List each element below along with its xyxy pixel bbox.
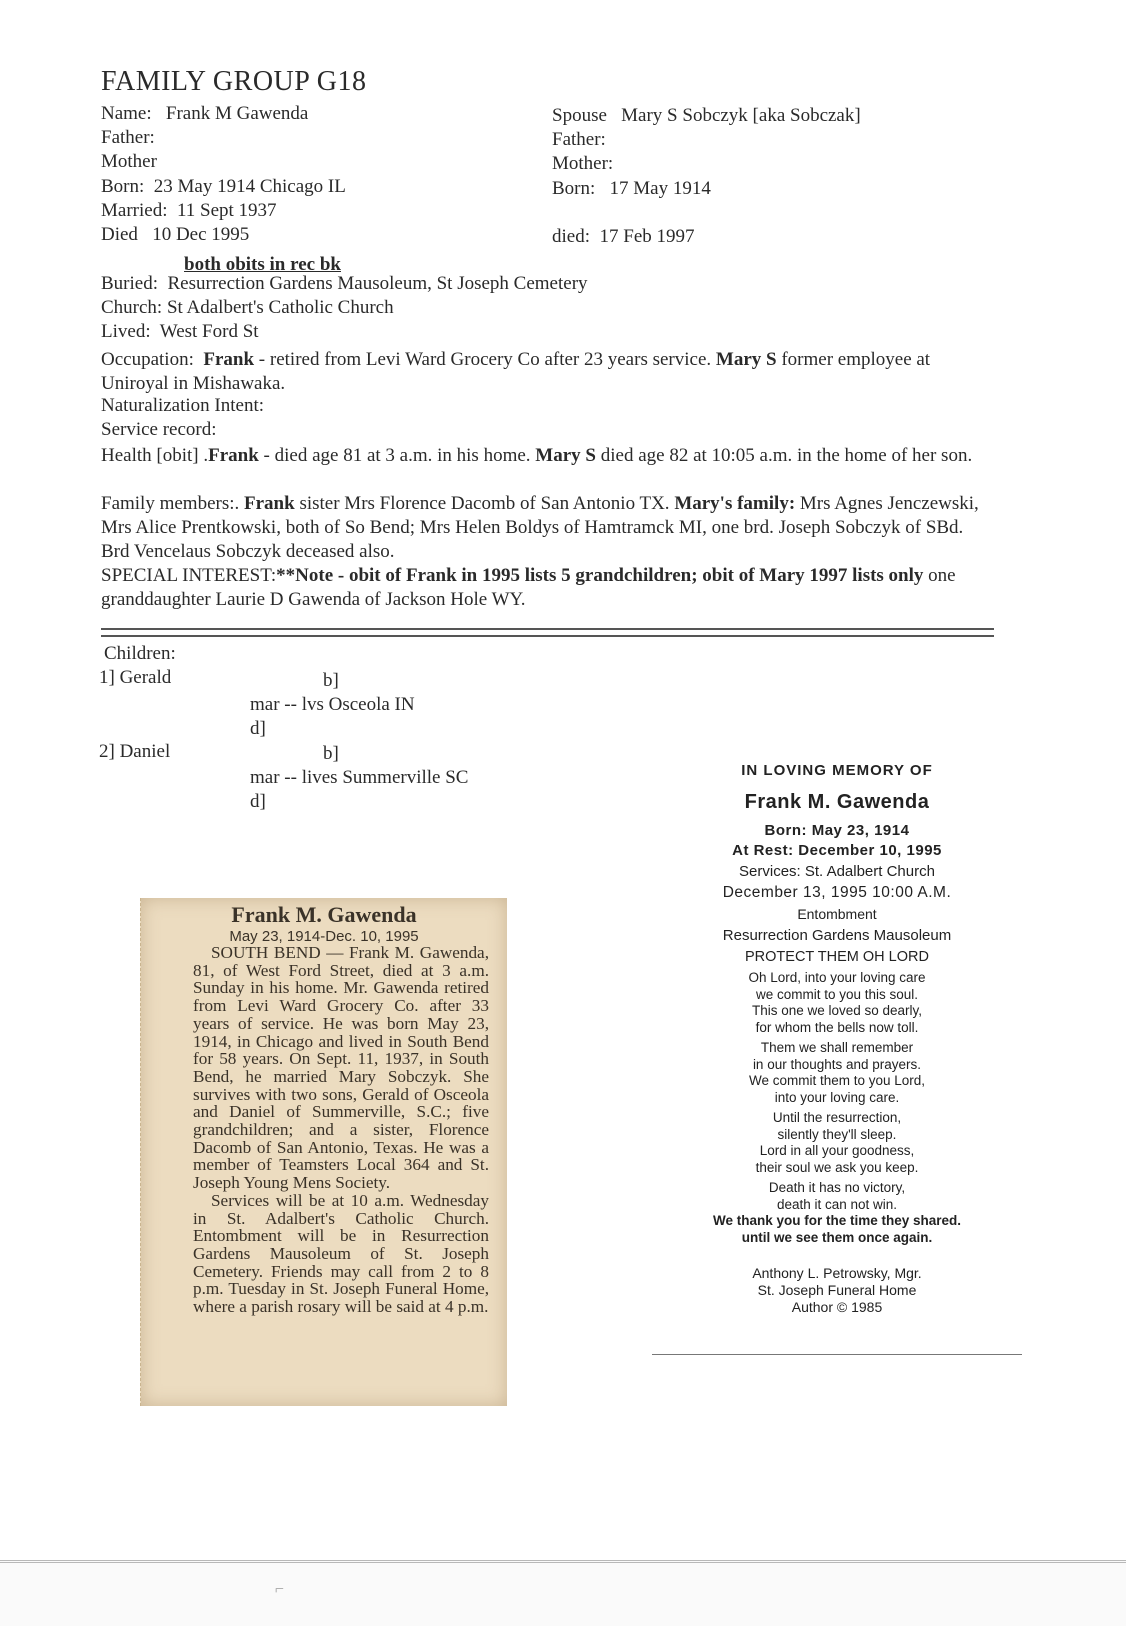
husband-name-row [101,103,308,125]
spouse-mother-label: Mother: [552,153,614,174]
health-label: Health [obit] . [101,445,209,466]
family-frank: Frank [244,493,295,514]
spouse-died-label: died: [552,226,590,247]
spouse-died: 17 Feb 1997 [599,226,695,247]
card-entombment: Entombment [797,906,877,922]
husband-born-label: Born: [101,176,145,197]
card-poem-line: in our thoughts and prayers. [752,1056,922,1072]
special-interest-paragraph [101,564,991,612]
memorial-card [652,750,1022,1350]
child-2-born: b] [323,743,339,764]
spouse-father-label: Father: [552,129,606,150]
card-poem-line: This one we loved so dearly, [751,1003,923,1018]
children-label: Children: [104,643,176,664]
husband-married-label: Married: [101,200,168,221]
card-poem-line: Death it has no victory, [768,1180,906,1195]
church-label: Church: [101,297,163,318]
child-1-name: 1] Gerald [99,667,172,688]
family-paragraph [101,492,991,564]
card-poem-title: PROTECT THEM OH LORD [745,949,929,965]
child-1-married: mar -- lvs Osceola IN [250,694,415,715]
occupation-mary: Mary S [715,349,777,370]
spouse-name-label: Spouse [552,105,607,126]
card-heading: IN LOVING MEMORY OF [741,762,933,779]
husband-born: 23 May 1914 Chicago IL [153,176,346,197]
spouse-died-row [552,226,695,248]
card-services: Services: St. Adalbert Church [739,863,935,880]
page-title: FAMILY GROUP G18 [101,66,367,97]
clipping-name: Frank M. Gawenda [231,902,417,927]
child-2-married: mar -- lives Summerville SC [250,767,469,788]
health-mary-text: died age 82 at 10:05 a.m. in the home of her son. [595,445,973,466]
husband-born-row [101,176,346,198]
card-poem-line: we commit to you this soul. [755,986,919,1002]
occupation-frank-text: - retired from Levi Ward Grocery Co after 23 years service. [254,349,716,370]
child-1-born: b] [323,670,339,691]
card-rest: At Rest: December 10, 1995 [732,842,942,859]
card-poem-line: Until the resurrection, [772,1110,902,1125]
card-poem-line: Oh Lord, into your loving care [748,970,926,985]
health-frank: Frank [208,445,259,466]
spouse-name-row [552,105,861,127]
husband-died-label: Died [101,224,138,245]
clipping-paragraph-1: SOUTH BEND — Frank M. Gawenda, 81, of West Ford Street, died at 3 a.m. Sunday in his home. Mr. Gawenda retired from Levi Ward Grocery Co. after 33 years of service. He was born May 23, 1914, in Chicago and lived in South Bend for 58 years. On Sept. 11, 1937, in South Bend, he married Mary Sobczyk. She survives with two sons, Gerald of Osceola and Daniel of Summerville, S.C.; five grandchildren; and a sister, Florence Dacomb of San Antonio, Texas. He was a member of Teamsters Local 364 and St. Joseph Young Mens Society. [193,943,489,1193]
spouse-born: 17 May 1914 [609,178,711,199]
card-poem-line: We thank you for the time they shared. [712,1213,962,1228]
card-signature-home: St. Joseph Funeral Home [757,1282,917,1298]
family-label: Family members:. [101,493,245,514]
special-text: one granddaughter Laurie D Gawenda of Jackson Hole WY. [101,565,956,610]
card-poem-line: We commit them to you Lord, [748,1073,926,1088]
clipping-body [193,944,489,1316]
occupation-frank: Frank [203,349,255,370]
card-poem-line: into your loving care. [774,1089,900,1105]
buried-value: Resurrection Gardens Mausoleum, St Joseph Cemetery [167,273,588,294]
card-service-date: December 13, 1995 10:00 A.M. [722,884,952,901]
clipping-paragraph-2: Services will be at 10 a.m. Wednesday in St. Adalbert's Catholic Church. Entombment will be in Resurrection Gardens Mausoleum of St. Joseph Cemetery. Friends may call from 2 to 8 p.m. Tuesday in St. Joseph Funeral Home, where a parish rosary will be said at 4 p.m. [193,1190,489,1317]
husband-married: 11 Sept 1937 [176,200,277,221]
card-poem-line: Them we shall remember [760,1040,914,1055]
buried-label: Buried: [101,273,158,294]
card-poem-line: until we see them once again. [741,1229,933,1245]
card-signature-author: Author © 1985 [791,1299,883,1315]
lived-row [101,321,259,343]
page-bottom-edge [0,1560,1126,1626]
card-poem-line: silently they'll sleep. [777,1126,897,1142]
husband-mother-label: Mother [101,151,157,172]
family-frank-text: sister Mrs Florence Dacomb of San Antonio TX. [294,493,675,514]
card-mausoleum: Resurrection Gardens Mausoleum [722,927,952,944]
buried-row [101,273,588,295]
service-record-label: Service record: [101,419,217,440]
card-born: Born: May 23, 1914 [764,822,910,839]
occupation-paragraph [101,348,991,396]
obits-note: both obits in rec bk [184,254,341,275]
occupation-label: Occupation: [101,349,194,370]
scan-mark: ⌐ [275,1581,285,1598]
card-poem-line: Lord in all your goodness, [759,1143,915,1158]
card-poem-line: their soul we ask you keep. [755,1159,919,1175]
husband-died-row [101,224,249,246]
child-2-died: d] [250,791,266,812]
health-frank-text: - died age 81 at 3 a.m. in his home. [258,445,536,466]
card-signature-manager: Anthony L. Petrowsky, Mgr. [752,1265,922,1281]
lived-value: West Ford St [159,321,259,342]
husband-name: Frank M Gawenda [165,103,309,124]
double-rule-divider [101,628,994,637]
husband-name-label: Name: [101,103,152,124]
health-mary: Mary S [535,445,596,466]
health-paragraph [101,444,991,468]
card-name: Frank M. Gawenda [744,791,930,813]
church-value: St Adalbert's Catholic Church [166,297,394,318]
card-poem-line: death it can not win. [776,1196,898,1212]
card-bottom-edge [652,1354,1022,1355]
occupation-mary-text: former employee at Uniroyal in Mishawaka. [101,349,931,394]
spouse-name: Mary S Sobczyk [aka Sobczak] [621,105,861,126]
special-bold: **Note - obit of Frank in 1995 lists 5 grandchildren; obit of Mary 1997 lists only [276,565,924,586]
husband-father-label: Father: [101,127,155,148]
church-row [101,297,394,319]
obituary-clipping [140,898,507,1406]
child-2-name: 2] Daniel [99,741,171,762]
spouse-born-row [552,178,711,200]
special-label: SPECIAL INTEREST: [101,565,277,586]
husband-died: 10 Dec 1995 [152,224,250,245]
child-1-died: d] [250,718,266,739]
clipping-dates: May 23, 1914-Dec. 10, 1995 [229,928,419,945]
lived-label: Lived: [101,321,151,342]
family-mary: Mary's family: [674,493,796,514]
spouse-born-label: Born: [552,178,596,199]
naturalization-label: Naturalization Intent: [101,395,265,416]
husband-married-row [101,200,277,222]
family-mary-text: Mrs Agnes Jenczewski, Mrs Alice Prentkowski, both of So Bend; Mrs Helen Boldys of Hamtramck MI, one brd. Joseph Sobczyk of SBd. Brd Vencelaus Sobczyk deceased also. [101,493,979,562]
card-poem-line: for whom the bells now toll. [755,1019,919,1035]
